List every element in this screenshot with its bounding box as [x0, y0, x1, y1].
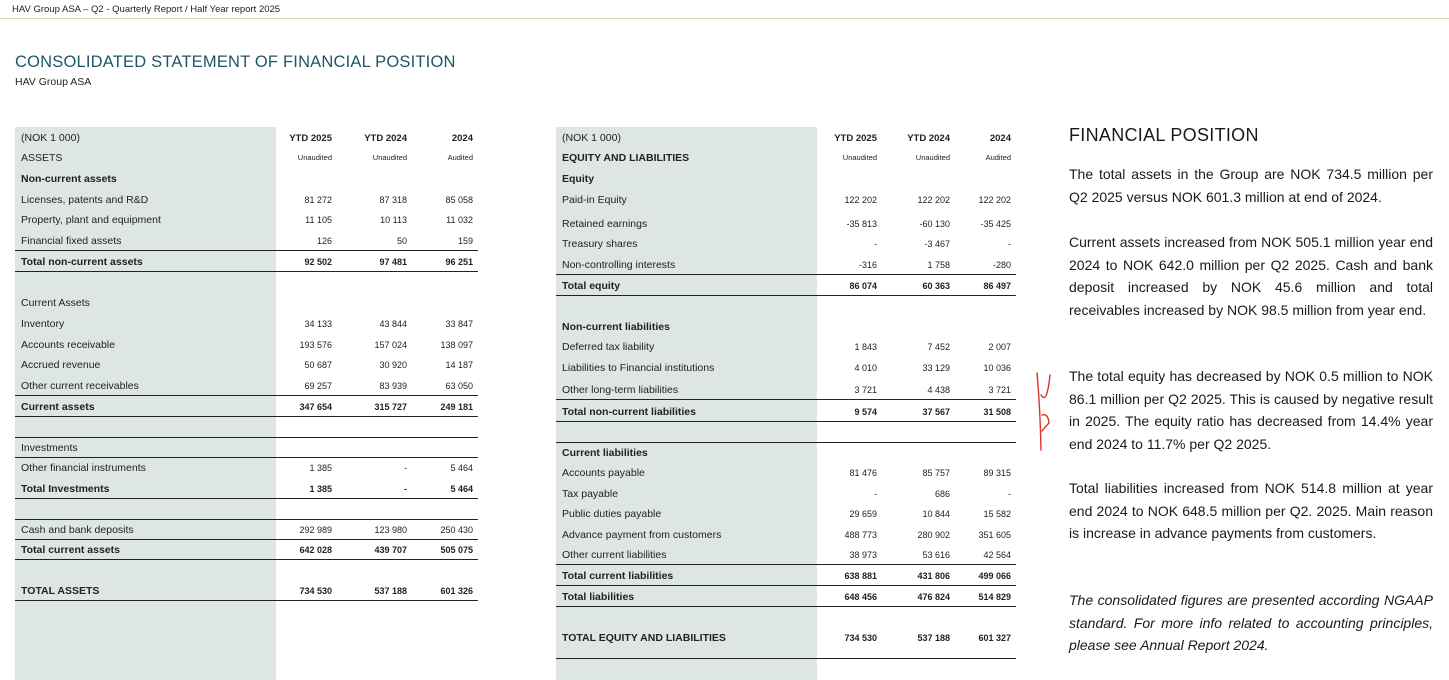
- right-table-row: [556, 276, 1016, 296]
- row-label: Total current liabilities: [562, 570, 674, 582]
- row-label: Liabilities to Financial institutions: [562, 362, 715, 374]
- right-table-row: [556, 169, 1016, 189]
- row-label: Accounts payable: [562, 467, 645, 479]
- row-value: 648 456: [844, 592, 877, 602]
- left-table-row: [15, 458, 478, 478]
- row-value: 38 973: [849, 550, 877, 560]
- row-value: 601 326: [440, 586, 473, 596]
- row-value: 53 616: [922, 550, 950, 560]
- row-value: 9 574: [854, 407, 877, 417]
- row-value: 431 806: [917, 571, 950, 581]
- row-value: 85 058: [445, 195, 473, 205]
- row-value: 122 202: [844, 195, 877, 205]
- row-label: Current Assets: [21, 297, 90, 309]
- row-label: Public duties payable: [562, 508, 662, 520]
- row-value: 11 105: [305, 215, 332, 225]
- right-table-row: [556, 337, 1016, 357]
- row-value: 85 757: [922, 468, 950, 478]
- row-value: 488 773: [844, 530, 877, 540]
- commentary-paragraph: Total liabilities increased from NOK 514.8 million at year end 2024 to NOK 648.5 million per Q2. 2025. Main reason is increase in advance payments from customers.: [1069, 480, 1433, 541]
- row-label: Treasury shares: [562, 238, 638, 250]
- col-header-ytd2025: YTD 2025: [834, 133, 877, 144]
- section-rule: [15, 519, 478, 520]
- right-table-row: [556, 402, 1016, 422]
- row-label: Deferred tax liability: [562, 341, 655, 353]
- row-value: -: [404, 463, 407, 473]
- left-table-row: [15, 148, 478, 168]
- row-value: 43 844: [379, 319, 407, 329]
- col-sub-audited: Audited: [447, 153, 473, 162]
- left-table-row: [15, 397, 478, 417]
- right-table-row: [556, 358, 1016, 378]
- row-label: Total non-current liabilities: [562, 406, 696, 418]
- col-sub-audited: Audited: [985, 153, 1011, 162]
- row-label: Retained earnings: [562, 218, 648, 230]
- row-value: 33 129: [922, 363, 950, 373]
- row-label: Current assets: [21, 401, 95, 413]
- col-header-ytd2025: YTD 2025: [289, 133, 332, 144]
- row-value: 439 707: [374, 545, 407, 555]
- handwritten-margin-mark: [1033, 365, 1055, 455]
- row-label: TOTAL EQUITY AND LIABILITIES: [562, 632, 726, 644]
- row-value: 193 576: [299, 340, 332, 350]
- unit-label: (NOK 1 000): [21, 132, 80, 144]
- right-table-row: [556, 255, 1016, 275]
- row-label: Other current receivables: [21, 380, 139, 392]
- row-value: 638 881: [844, 571, 877, 581]
- row-label: Total non-current assets: [21, 256, 143, 268]
- row-value: 122 202: [978, 195, 1011, 205]
- row-value: -: [874, 239, 877, 249]
- right-table-row: [556, 148, 1016, 168]
- left-table-row: [15, 479, 478, 499]
- row-value: 2 007: [988, 342, 1011, 352]
- row-value: 734 530: [844, 633, 877, 643]
- row-label: Total liabilities: [562, 591, 635, 603]
- left-table-row: [15, 231, 478, 251]
- commentary-paragraph: Current assets increased from NOK 505.1 million year end 2024 to NOK 642.0 million per Q2 2025. Cash and bank deposit increased by NOK 45.6 million and total receivables increased by NOK 98.5 million from year end.: [1069, 234, 1433, 318]
- row-label: Other financial instruments: [21, 462, 146, 474]
- row-label: Non-controlling interests: [562, 259, 676, 271]
- row-label: ASSETS: [21, 152, 63, 164]
- left-table-row: [15, 438, 478, 458]
- row-value: -: [874, 489, 877, 499]
- left-table-row: [15, 520, 478, 540]
- row-value: 122 202: [917, 195, 950, 205]
- row-label: Total equity: [562, 280, 621, 292]
- row-value: 89 315: [983, 468, 1011, 478]
- row-label: Non-current assets: [21, 173, 117, 185]
- row-value: 86 074: [849, 281, 877, 291]
- right-table-row: [556, 214, 1016, 234]
- row-value: 10 844: [922, 509, 950, 519]
- row-value: 50 687: [304, 360, 332, 370]
- right-table-row: [556, 484, 1016, 504]
- row-label: Financial fixed assets: [21, 235, 122, 247]
- row-value: -: [1008, 489, 1011, 499]
- row-value: 642 028: [299, 545, 332, 555]
- right-table-row: [556, 525, 1016, 545]
- right-table-row: [556, 317, 1016, 337]
- row-value: 1 385: [309, 484, 332, 494]
- row-value: 30 920: [379, 360, 407, 370]
- row-value: 159: [457, 236, 473, 246]
- row-value: 505 075: [440, 545, 473, 555]
- left-table-row: [15, 252, 478, 272]
- row-label: Total current assets: [21, 544, 121, 556]
- row-value: 33 847: [445, 319, 473, 329]
- left-table-row: [15, 335, 478, 355]
- row-value: 499 066: [978, 571, 1011, 581]
- col-header-ytd2024: YTD 2024: [907, 133, 950, 144]
- row-value: 4 010: [854, 363, 877, 373]
- row-label: TOTAL ASSETS: [21, 585, 100, 597]
- row-label: Equity: [562, 173, 595, 185]
- row-value: 96 251: [445, 257, 473, 267]
- right-table-row: [556, 380, 1016, 400]
- row-value: 81 476: [849, 468, 877, 478]
- row-value: 37 567: [922, 407, 950, 417]
- row-value: 11 032: [446, 215, 473, 225]
- col-sub-unaudited: Unaudited: [842, 153, 877, 162]
- row-value: -60 130: [919, 219, 950, 229]
- row-value: 138 097: [440, 340, 473, 350]
- row-value: 734 530: [299, 586, 332, 596]
- row-value: 5 464: [450, 463, 473, 473]
- row-value: 157 024: [374, 340, 407, 350]
- row-value: 537 188: [917, 633, 950, 643]
- col-sub-unaudited: Unaudited: [372, 153, 407, 162]
- col-header-2024: 2024: [989, 133, 1011, 144]
- row-value: 476 824: [917, 592, 950, 602]
- row-value: 14 187: [445, 360, 473, 370]
- row-value: 1 758: [927, 260, 950, 270]
- row-value: 97 481: [379, 257, 407, 267]
- row-label: Investments: [21, 442, 78, 454]
- row-value: 351 605: [978, 530, 1011, 540]
- row-value: -: [404, 484, 407, 494]
- row-label: Advance payment from customers: [562, 529, 722, 541]
- row-value: 280 902: [917, 530, 950, 540]
- report-header: [0, 0, 1449, 19]
- row-value: 63 050: [445, 381, 473, 391]
- left-table-row: [15, 355, 478, 375]
- row-value: 92 502: [304, 257, 332, 267]
- commentary-paragraph: The total assets in the Group are NOK 734.5 million per Q2 2025 versus NOK 601.3 million at end of 2024.: [1069, 166, 1433, 205]
- row-value: -35 813: [846, 219, 877, 229]
- unit-label: (NOK 1 000): [562, 132, 621, 144]
- row-value: 5 464: [450, 484, 473, 494]
- commentary-title: FINANCIAL POSITION: [1069, 125, 1259, 145]
- row-label: EQUITY AND LIABILITIES: [562, 152, 690, 164]
- row-value: 3 721: [854, 385, 877, 395]
- section-rule: [15, 437, 478, 438]
- row-value: -35 425: [980, 219, 1011, 229]
- row-value: 81 272: [304, 195, 332, 205]
- right-table-row: [556, 234, 1016, 254]
- section-rule: [556, 442, 1016, 443]
- left-table-row: [15, 314, 478, 334]
- right-table-row: [556, 504, 1016, 524]
- row-value: 249 181: [440, 402, 473, 412]
- page-subtitle: HAV Group ASA: [15, 76, 92, 88]
- left-table-row: [15, 540, 478, 560]
- row-value: 292 989: [299, 525, 332, 535]
- row-value: 123 980: [374, 525, 407, 535]
- row-value: 7 452: [927, 342, 950, 352]
- left-table-row: [15, 376, 478, 396]
- row-value: 83 939: [379, 381, 407, 391]
- row-value: 50: [396, 236, 407, 246]
- row-value: 34 133: [304, 319, 332, 329]
- left-table-row: [15, 169, 478, 189]
- col-sub-unaudited: Unaudited: [297, 153, 332, 162]
- row-value: -3 467: [924, 239, 950, 249]
- row-value: -316: [858, 260, 877, 270]
- row-label: Other current liabilities: [562, 549, 667, 561]
- row-value: 86 497: [983, 281, 1011, 291]
- row-value: 315 727: [374, 402, 407, 412]
- row-label: Paid-in Equity: [562, 194, 627, 206]
- row-value: 10 113: [380, 215, 407, 225]
- row-value: 10 036: [983, 363, 1011, 373]
- right-table-row: [556, 566, 1016, 586]
- row-label: Accounts receivable: [21, 339, 115, 351]
- row-label: Total Investments: [21, 483, 110, 495]
- row-value: 60 363: [922, 281, 950, 291]
- row-label: Property, plant and equipment: [21, 214, 161, 226]
- row-label: Licenses, patents and R&D: [21, 194, 149, 206]
- right-table-row: [556, 463, 1016, 483]
- row-value: 601 327: [978, 633, 1011, 643]
- row-value: 15 582: [983, 509, 1011, 519]
- right-table-row: [556, 190, 1016, 210]
- row-value: 31 508: [983, 407, 1011, 417]
- report-header-text: HAV Group ASA – Q2 - Quarterly Report / Half Year report 2025: [12, 4, 281, 15]
- row-value: 347 654: [299, 402, 332, 412]
- row-value: 537 188: [374, 586, 407, 596]
- left-table-row: [15, 581, 478, 601]
- row-value: 69 257: [304, 381, 332, 391]
- right-table-row: [556, 628, 1016, 648]
- left-table-row: [15, 293, 478, 313]
- row-label: Non-current liabilities: [562, 321, 670, 333]
- row-value: -: [1008, 239, 1011, 249]
- row-value: 514 829: [978, 592, 1011, 602]
- row-value: 3 721: [988, 385, 1011, 395]
- row-value: 686: [934, 489, 950, 499]
- row-label: Inventory: [21, 318, 65, 330]
- row-value: 4 438: [927, 385, 950, 395]
- row-value: 42 564: [983, 550, 1011, 560]
- row-value: 1 385: [309, 463, 332, 473]
- row-value: 29 659: [849, 509, 877, 519]
- right-table-row: [556, 587, 1016, 607]
- row-label: Cash and bank deposits: [21, 524, 134, 536]
- commentary-paragraph: The total equity has decreased by NOK 0.5 million to NOK 86.1 million per Q2 2025. This is caused by negative result in 2025. The equity ratio has decreased from 14.4% year end 2024 to 11.7% per Q2 2025.: [1069, 368, 1433, 452]
- row-label: Accrued revenue: [21, 359, 101, 371]
- row-value: 250 430: [440, 525, 473, 535]
- row-label: Other long-term liabilities: [562, 384, 679, 396]
- col-header-ytd2024: YTD 2024: [364, 133, 407, 144]
- right-table-row: [556, 545, 1016, 565]
- row-value: 1 843: [854, 342, 877, 352]
- left-table-row: [15, 190, 478, 210]
- section-rule: [556, 658, 1016, 659]
- commentary-footnote: The consolidated figures are presented according NGAAP standard. For more info related to accounting principles, please see Annual Report 2024.: [1069, 592, 1433, 653]
- right-table-row: [556, 443, 1016, 463]
- left-table-row: [15, 210, 478, 230]
- row-label: Current liabilities: [562, 447, 648, 459]
- col-sub-unaudited: Unaudited: [915, 153, 950, 162]
- col-header-2024: 2024: [451, 133, 473, 144]
- row-value: 87 318: [379, 195, 407, 205]
- row-value: -280: [992, 260, 1011, 270]
- page-title: CONSOLIDATED STATEMENT OF FINANCIAL POSITION: [15, 53, 456, 71]
- row-label: Tax payable: [562, 488, 619, 500]
- row-value: 126: [316, 236, 332, 246]
